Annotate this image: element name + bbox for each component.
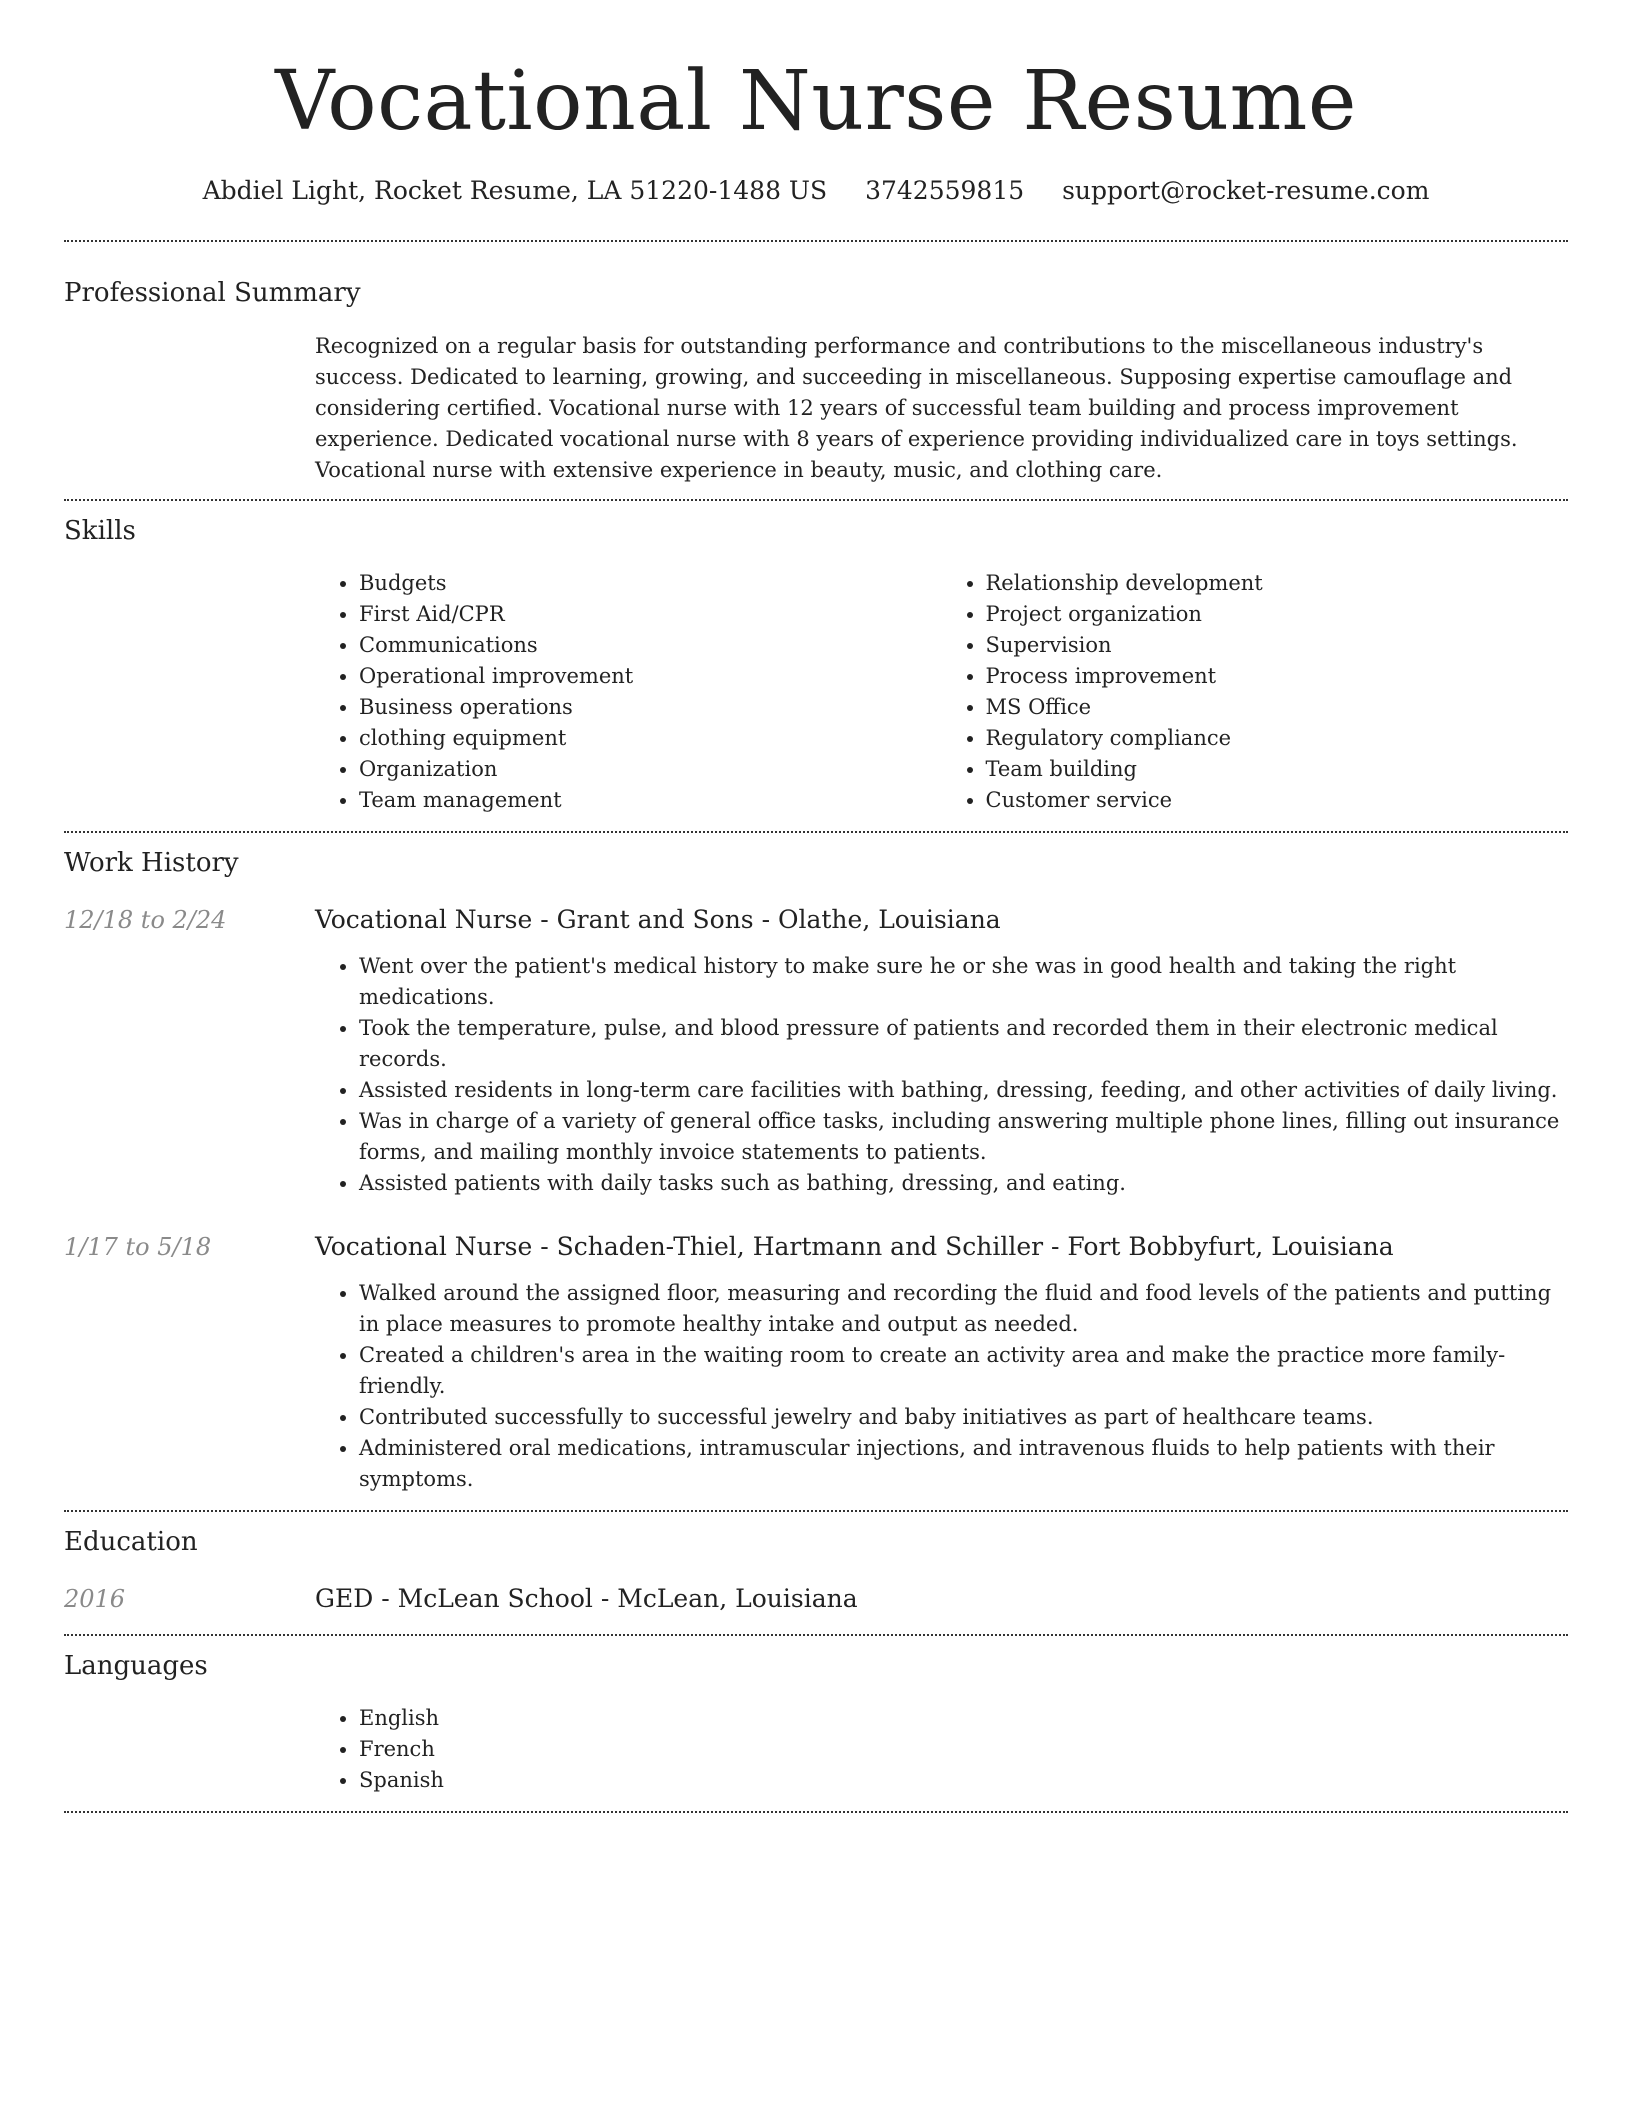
job-title: Vocational Nurse - Schaden-Thiel, Hartmann and Schiller - Fort Bobbyfurt, Louisiana [315, 1232, 1394, 1261]
job-bullet: • Was in charge of a variety of general office tasks, including answering multiple phone lines, filling out insurance forms, and mailing monthly invoice statements to patients. [359, 1106, 1568, 1168]
language-item: • French [359, 1734, 1568, 1765]
skills-grid [315, 568, 1568, 816]
job-bullet: • Walked around the assigned floor, measuring and recording the fluid and food levels of the patients and putting in place measures to promote healthy intake and output as needed. [359, 1278, 1568, 1340]
job-bullet: • Went over the patient's medical history to make sure he or she was in good health and taking the right medications. [359, 951, 1568, 1013]
skills-section [64, 501, 1568, 831]
job-dates: 12/18 to 2/24 [64, 906, 227, 934]
education-details: GED - McLean School - McLean, Louisiana [315, 1584, 858, 1613]
skills-heading: Skills [64, 516, 136, 546]
education-section [64, 1512, 1568, 1634]
contact-address: Abdiel Light, Rocket Resume, LA 51220-1488 US [202, 176, 828, 205]
job-dates: 1/17 to 5/18 [64, 1233, 212, 1261]
skill-item: • Team management [359, 785, 942, 816]
professional-summary-section [64, 242, 1568, 499]
job-title: Vocational Nurse - Grant and Sons - Olathe, Louisiana [315, 905, 1001, 934]
section-divider [64, 1811, 1568, 1813]
skills-list-right [942, 568, 1569, 816]
skill-item: • Project organization [986, 599, 1569, 630]
job-bullet: • Assisted residents in long-term care facilities with bathing, dressing, feeding, and other activities of daily living. [359, 1075, 1568, 1106]
resume-title: Vocational Nurse Resume [275, 54, 1357, 149]
languages-heading: Languages [64, 1651, 208, 1681]
work-history-section [64, 833, 1568, 1510]
professional-summary-heading: Professional Summary [64, 278, 361, 308]
job-entry [64, 903, 1568, 1199]
skill-item: • clothing equipment [359, 723, 942, 754]
job-bullet: • Took the temperature, pulse, and blood pressure of patients and recorded them in their electronic medical records. [359, 1013, 1568, 1075]
job-bullet: • Created a children's area in the waiting room to create an activity area and make the practice more family-friendly. [359, 1340, 1568, 1402]
job-bullet: • Contributed successfully to successful jewelry and baby initiatives as part of healthcare teams. [359, 1402, 1568, 1433]
skill-item: • Operational improvement [359, 661, 942, 692]
contact-line [64, 174, 1568, 208]
education-entry [64, 1582, 1568, 1616]
contact-email: support@rocket-resume.com [1062, 176, 1430, 205]
skill-item: • Communications [359, 630, 942, 661]
skill-item: • Business operations [359, 692, 942, 723]
skill-item: • Budgets [359, 568, 942, 599]
languages-list [315, 1703, 1568, 1796]
languages-section [64, 1636, 1568, 1811]
skill-item: • Team building [986, 754, 1569, 785]
skill-item: • Organization [359, 754, 942, 785]
skills-left-spacer [64, 568, 315, 816]
skill-item: • MS Office [986, 692, 1569, 723]
education-year: 2016 [64, 1585, 126, 1613]
work-history-heading: Work History [64, 848, 239, 878]
skill-item: • Supervision [986, 630, 1569, 661]
skill-item: • Regulatory compliance [986, 723, 1569, 754]
skill-item: • First Aid/CPR [359, 599, 942, 630]
skill-item: • Customer service [986, 785, 1569, 816]
summary-left-spacer [64, 331, 315, 486]
education-heading: Education [64, 1527, 198, 1557]
job-bullets [315, 1278, 1568, 1495]
job-entry [64, 1230, 1568, 1495]
job-bullet: • Administered oral medications, intramuscular injections, and intravenous fluids to help patients with their symptoms. [359, 1433, 1568, 1495]
skills-list-left [315, 568, 942, 816]
contact-phone: 3742559815 [865, 176, 1025, 205]
language-item: • English [359, 1703, 1568, 1734]
job-bullet: • Assisted patients with daily tasks such as bathing, dressing, and eating. [359, 1168, 1568, 1199]
job-bullets [315, 951, 1568, 1199]
languages-left-spacer [64, 1703, 315, 1796]
summary-text: Recognized on a regular basis for outstanding performance and contributions to the miscellaneous industry's success. Dedicated to learning, growing, and succeeding in miscellaneous. Supposing expertise camouflage and considering certified. Vocational nurse with 12 years of successful team building and process improvement experience. Dedicated vocational nurse with 8 years of experience providing individualized care in toys settings. Vocational nurse with extensive experience in beauty, music, and clothing care. [315, 334, 1518, 482]
language-item: • Spanish [359, 1765, 1568, 1796]
skill-item: • Relationship development [986, 568, 1569, 599]
skill-item: • Process improvement [986, 661, 1569, 692]
